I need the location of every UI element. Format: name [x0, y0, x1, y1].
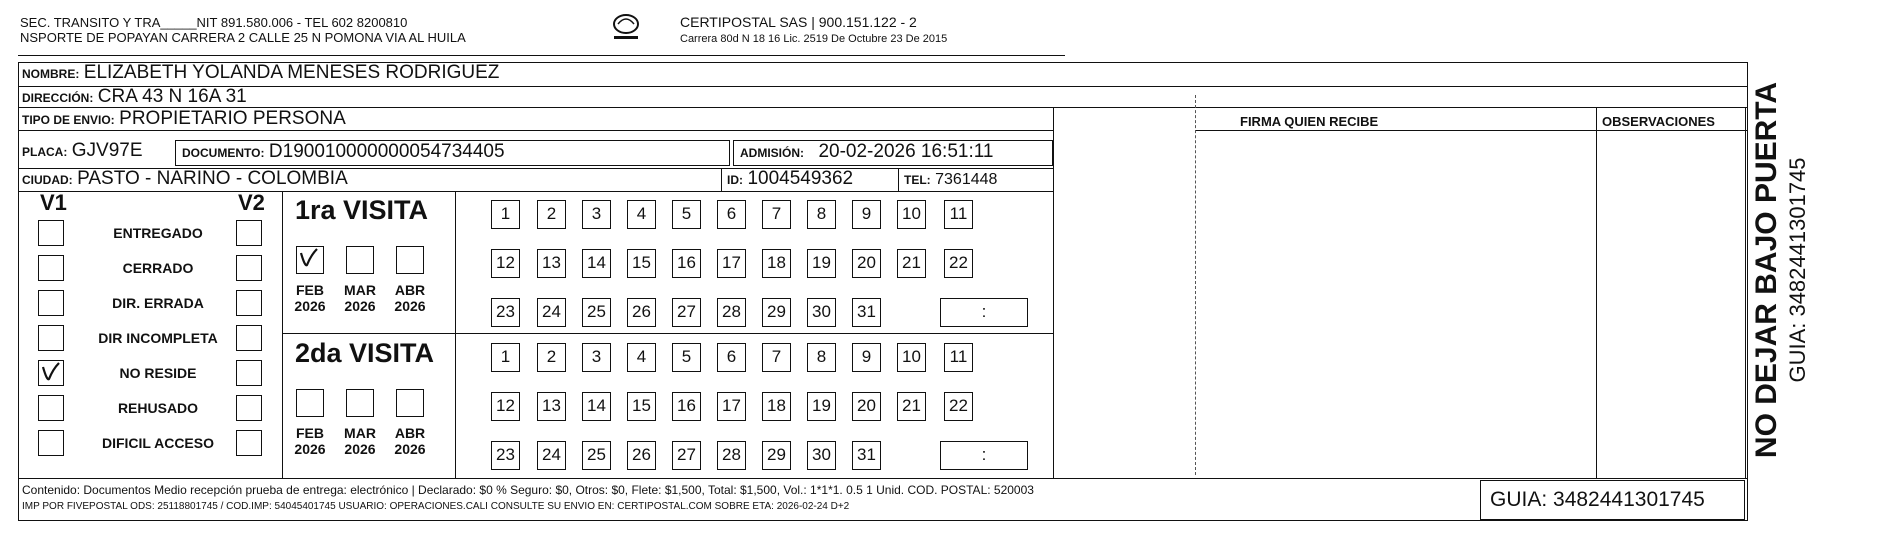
month-label: FEB 2026: [294, 425, 326, 457]
day-box[interactable]: 4: [627, 343, 656, 372]
certipostal-logo-icon: [608, 12, 644, 42]
v2-checkbox[interactable]: [236, 255, 262, 281]
tipo-envio-value: PROPIETARIO PERSONA: [119, 108, 346, 129]
day-box[interactable]: 16: [672, 392, 701, 421]
day-box[interactable]: 9: [852, 343, 881, 372]
v2-checkbox[interactable]: [236, 395, 262, 421]
day-box[interactable]: 30: [807, 298, 836, 327]
day-box[interactable]: 21: [897, 249, 926, 278]
footer-divider: [18, 478, 1748, 479]
tel-field: [904, 171, 997, 189]
tel-value: 7361448: [935, 171, 998, 188]
id-label: ID:: [727, 173, 743, 187]
header-divider: [18, 55, 1065, 56]
day-box[interactable]: 11: [944, 343, 973, 372]
firma-quien-recibe-label: FIRMA QUIEN RECIBE: [1240, 114, 1379, 129]
day-box[interactable]: 24: [537, 298, 566, 327]
header-courier-line1: CERTIPOSTAL SAS | 900.151.122 - 2: [680, 14, 917, 30]
tipo-envio-row: [22, 108, 346, 130]
day-box[interactable]: 1: [491, 200, 520, 229]
side-vertical-block: [1750, 75, 1820, 465]
v1-header: V1: [40, 190, 67, 215]
observaciones-field[interactable]: [1598, 131, 1744, 477]
day-box[interactable]: 14: [582, 392, 611, 421]
v1-checkbox[interactable]: [38, 360, 64, 386]
day-box[interactable]: 5: [672, 200, 701, 229]
day-box[interactable]: 26: [627, 441, 656, 470]
v2-checkbox[interactable]: [236, 360, 262, 386]
day-box[interactable]: 17: [717, 249, 746, 278]
month-checkbox[interactable]: [296, 246, 324, 274]
month-label: ABR 2026: [394, 425, 426, 457]
footer-system-line: IMP POR FIVEPOSTAL ODS: 25118801745 / COD.IMP: 54045401745 USUARIO: OPERACIONES.CALI CONSULTE SU ENVIO EN: CERTIPOSTAL.COM SOBRE ETA: 2026-02-24 D+2: [22, 501, 850, 512]
day-box[interactable]: 6: [717, 200, 746, 229]
day-box[interactable]: 6: [717, 343, 746, 372]
visit-title: 2da VISITA: [295, 338, 435, 368]
month-checkbox[interactable]: [346, 246, 374, 274]
tel-label: TEL:: [904, 173, 931, 187]
day-box[interactable]: 27: [672, 298, 701, 327]
ciudad-label: CIUDAD:: [22, 173, 73, 187]
header-courier-line2: Carrera 80d N 18 16 Lic. 2519 De Octubre 23 De 2015: [680, 33, 948, 45]
day-box[interactable]: 14: [582, 249, 611, 278]
admision-value: 20-02-2026 16:51:11: [818, 141, 994, 162]
day-box[interactable]: 31: [852, 298, 881, 327]
day-box[interactable]: 3: [582, 200, 611, 229]
placa-field: [22, 140, 143, 162]
v2-checkbox[interactable]: [236, 220, 262, 246]
placa-label: PLACA:: [22, 145, 68, 159]
header-sender-line2: NSPORTE DE POPAYAN CARRERA 2 CALLE 25 N POMONA VIA AL HUILA: [20, 30, 466, 45]
id-value: 1004549362: [747, 168, 854, 189]
status-label: DIR INCOMPLETA: [98, 330, 218, 346]
documento-field: [182, 141, 505, 163]
tipo-envio-label: TIPO DE ENVIO:: [22, 113, 115, 127]
day-box[interactable]: 27: [672, 441, 701, 470]
status-label: CERRADO: [122, 260, 194, 276]
day-box[interactable]: 25: [582, 441, 611, 470]
day-box[interactable]: 11: [944, 200, 973, 229]
day-box[interactable]: 16: [672, 249, 701, 278]
day-box[interactable]: 5: [672, 343, 701, 372]
signature-field[interactable]: [1195, 131, 1595, 477]
v1-checkbox[interactable]: [38, 395, 64, 421]
v2-checkbox[interactable]: [236, 325, 262, 351]
v1-checkbox[interactable]: [38, 430, 64, 456]
day-box[interactable]: 3: [582, 343, 611, 372]
day-box[interactable]: 18: [762, 249, 791, 278]
v1-checkbox[interactable]: [38, 290, 64, 316]
nombre-row: [22, 62, 499, 84]
month-checkbox[interactable]: [346, 389, 374, 417]
day-box[interactable]: 20: [852, 392, 881, 421]
day-box[interactable]: 20: [852, 249, 881, 278]
day-box[interactable]: 13: [537, 392, 566, 421]
day-box[interactable]: 21: [897, 392, 926, 421]
id-field: [727, 168, 853, 190]
v2-checkbox[interactable]: [236, 430, 262, 456]
day-box[interactable]: 2: [537, 200, 566, 229]
day-box[interactable]: 22: [944, 392, 973, 421]
status-label: DIFICIL ACCESO: [101, 435, 214, 451]
day-box[interactable]: 15: [627, 249, 656, 278]
month-checkbox[interactable]: [396, 246, 424, 274]
month-label: MAR 2026: [344, 425, 376, 457]
month-label: MAR 2026: [344, 282, 376, 314]
admision-field: [740, 141, 993, 163]
footer-contents-line: Contenido: Documentos Medio recepción prueba de entrega: electrónico | Declarado: $0 % Seguro: $0, Otros: $0, Flete: $1,500, Total: $1,500, Vol.: 1*1*1. 0.5 1 Unid. COD. POSTAL: 520003: [22, 483, 1034, 497]
day-box[interactable]: 17: [717, 392, 746, 421]
time-box[interactable]: :: [940, 441, 1028, 470]
day-box[interactable]: 30: [807, 441, 836, 470]
day-box[interactable]: 31: [852, 441, 881, 470]
day-box[interactable]: 9: [852, 200, 881, 229]
day-box[interactable]: 19: [807, 392, 836, 421]
placa-value: GJV97E: [71, 140, 143, 161]
status-label: REHUSADO: [117, 400, 199, 416]
status-label: DIR. ERRADA: [112, 295, 204, 311]
day-box[interactable]: 19: [807, 249, 836, 278]
header-sender-line1: SEC. TRANSITO Y TRA_____NIT 891.580.006 - TEL 602 8200810: [20, 15, 408, 30]
status-label: NO RESIDE: [119, 365, 197, 381]
day-box[interactable]: 22: [944, 249, 973, 278]
day-box[interactable]: 24: [537, 441, 566, 470]
day-box[interactable]: 12: [491, 392, 520, 421]
day-box[interactable]: 1: [491, 343, 520, 372]
footer-guia: GUIA: 3482441301745: [1490, 488, 1705, 511]
day-box[interactable]: 10: [897, 200, 926, 229]
status-label: ENTREGADO: [113, 225, 203, 241]
v2-header: V2: [238, 190, 265, 215]
documento-value: D190010000000054734405: [268, 141, 505, 162]
month-checkbox[interactable]: [396, 389, 424, 417]
day-box[interactable]: 7: [762, 343, 791, 372]
day-box[interactable]: 12: [491, 249, 520, 278]
day-box[interactable]: 29: [762, 441, 791, 470]
observaciones-label: OBSERVACIONES: [1602, 114, 1715, 129]
day-box[interactable]: 13: [537, 249, 566, 278]
day-box[interactable]: 23: [491, 298, 520, 327]
day-box[interactable]: 28: [717, 298, 746, 327]
day-box[interactable]: 8: [807, 343, 836, 372]
day-box[interactable]: 8: [807, 200, 836, 229]
day-box[interactable]: 28: [717, 441, 746, 470]
day-box[interactable]: 2: [537, 343, 566, 372]
v1-checkbox[interactable]: [38, 255, 64, 281]
v2-checkbox[interactable]: [236, 290, 262, 316]
month-label: FEB 2026: [294, 282, 326, 314]
direccion-row: [22, 86, 247, 108]
visit-title: 1ra VISITA: [295, 195, 429, 225]
ciudad-field: [22, 168, 348, 190]
day-box[interactable]: 7: [762, 200, 791, 229]
direccion-value: CRA 43 N 16A 31: [97, 86, 247, 107]
nombre-value: ELIZABETH YOLANDA MENESES RODRIGUEZ: [83, 62, 500, 83]
no-dejar-bajo-puerta-text: NO DEJAR BAJO PUERTA: [1750, 81, 1783, 459]
signature-dotted-guide: [1195, 95, 1196, 475]
ciudad-value: PASTO - NARINO - COLOMBIA: [77, 168, 348, 189]
nombre-label: NOMBRE:: [22, 67, 80, 81]
day-box[interactable]: 15: [627, 392, 656, 421]
admision-label: ADMISIÓN:: [740, 146, 804, 160]
day-box[interactable]: 26: [627, 298, 656, 327]
day-box[interactable]: 29: [762, 298, 791, 327]
v1-checkbox[interactable]: [38, 325, 64, 351]
day-box[interactable]: 25: [582, 298, 611, 327]
time-box[interactable]: :: [940, 298, 1028, 327]
day-box[interactable]: 10: [897, 343, 926, 372]
side-guia-text: GUIA: 3482441301745: [1785, 157, 1810, 383]
day-box[interactable]: 18: [762, 392, 791, 421]
documento-label: DOCUMENTO:: [182, 146, 265, 160]
v1-checkbox[interactable]: [38, 220, 64, 246]
month-label: ABR 2026: [394, 282, 426, 314]
direccion-label: DIRECCIÓN:: [22, 91, 94, 105]
day-box[interactable]: 23: [491, 441, 520, 470]
day-box[interactable]: 4: [627, 200, 656, 229]
month-checkbox[interactable]: [296, 389, 324, 417]
